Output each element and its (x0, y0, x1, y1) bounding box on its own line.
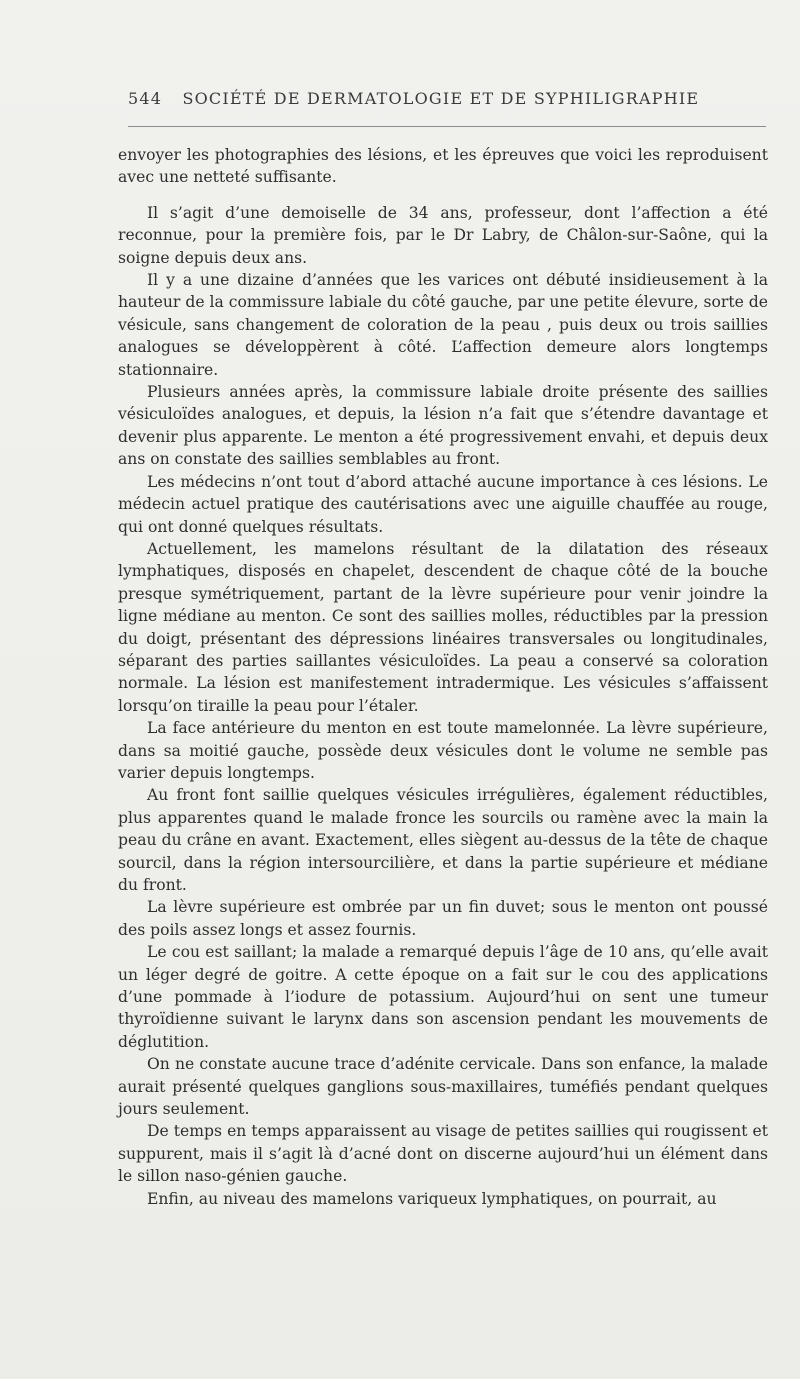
paragraph: Le cou est saillant; la malade a remarqué depuis l’âge de 10 ans, qu’elle avait un léger degré de goitre. A cette époque on a fait sur le cou des applications d’une pommade à l’iodure de potassium. Aujourd’hui on sent une tumeur thyroïdienne suivant le larynx dans son ascension pendant les mouvements de déglutition. (118, 943, 768, 1051)
header-rule (128, 126, 766, 127)
paragraph: On ne constate aucune trace d’adénite cervicale. Dans son enfance, la malade aurait présenté quelques ganglions sous-maxillaires, tuméfiés pendant quelques jours seulement. (118, 1055, 768, 1119)
paragraph: Les médecins n’ont tout d’abord attaché aucune importance à ces lésions. Le médecin actuel pratique des cautérisations avec une aiguille chauffée au rouge, qui ont donné quelques résultats. (118, 472, 768, 536)
paragraph: Au front font saillie quelques vésicules irrégulières, également réductibles, plus apparentes quand le malade fronce les sourcils ou ramène avec la main la peau du crâne en avant. Exactement, elles siègent au-dessus de la tête de chaque sourcil, dans la région intersourcilière, et dans la partie supérieure et médiane du front. (118, 786, 768, 894)
paragraph: Il y a une dizaine d’années que les varices ont débuté insidieusement à la hauteur de la commissure labiale du côté gauche, par une petite élevure, sorte de vésicule, sans changement de coloration de la peau , puis deux ou trois saillies analogues se développèrent à côté. L’affection demeure alors longtemps stationnaire. (118, 271, 768, 379)
paragraph: De temps en temps apparaissent au visage de petites saillies qui rougissent et suppurent, mais il s’agit là d’acné dont on discerne aujourd’hui un élément dans le sillon naso-génien gauche. (118, 1122, 768, 1186)
paragraph: Plusieurs années après, la commissure labiale droite présente des saillies vésiculoïdes analogues, et depuis, la lésion n’a fait que s’étendre davantage et devenir plus apparente. Le menton a été progressivement envahi, et depuis deux ans on constate des saillies semblables au front. (118, 383, 768, 469)
paragraph: La lèvre supérieure est ombrée par un fin duvet; sous le menton ont poussé des poils assez longs et assez fournis. (118, 898, 768, 939)
page-number: 544 (128, 89, 163, 108)
running-title: SOCIÉTÉ DE DERMATOLOGIE ET DE SYPHILIGRAPHIE (182, 89, 700, 108)
body-text (118, 144, 768, 1210)
paragraph: envoyer les photographies des lésions, et les épreuves que voici les reproduisent avec une netteté suffisante. (118, 146, 768, 187)
paragraph: Enfin, au niveau des mamelons variqueux lymphatiques, on pourrait, au (147, 1189, 717, 1208)
running-header (128, 89, 768, 108)
paragraph: Il s’agit d’une demoiselle de 34 ans, professeur, dont l’affection a été reconnue, pour la première fois, par le Dr Labry, de Châlon-sur-Saône, qui la soigne depuis deux ans. (118, 203, 768, 267)
paragraph: La face antérieure du menton en est toute mamelonnée. La lèvre supérieure, dans sa moitié gauche, possède deux vésicules dont le volume ne semble pas varier depuis longtemps. (118, 719, 768, 782)
paragraph: Actuellement, les mamelons résultant de la dilatation des réseaux lymphatiques, disposés en chapelet, descendent de chaque côté de la bouche presque symétriquement, partant de la lèvre supérieure pour venir joindre la ligne médiane au menton. Ce sont des saillies molles, réductibles par la pression du doigt, présentant des dépressions linéaires transversales ou longitudinales, séparant des parties saillantes vésiculoïdes. La peau a conservé sa coloration normale. La lésion est manifestement intradermique. Les vésicules s’affaissent lorsqu’on tiraille la peau pour l’étaler. (118, 539, 768, 715)
